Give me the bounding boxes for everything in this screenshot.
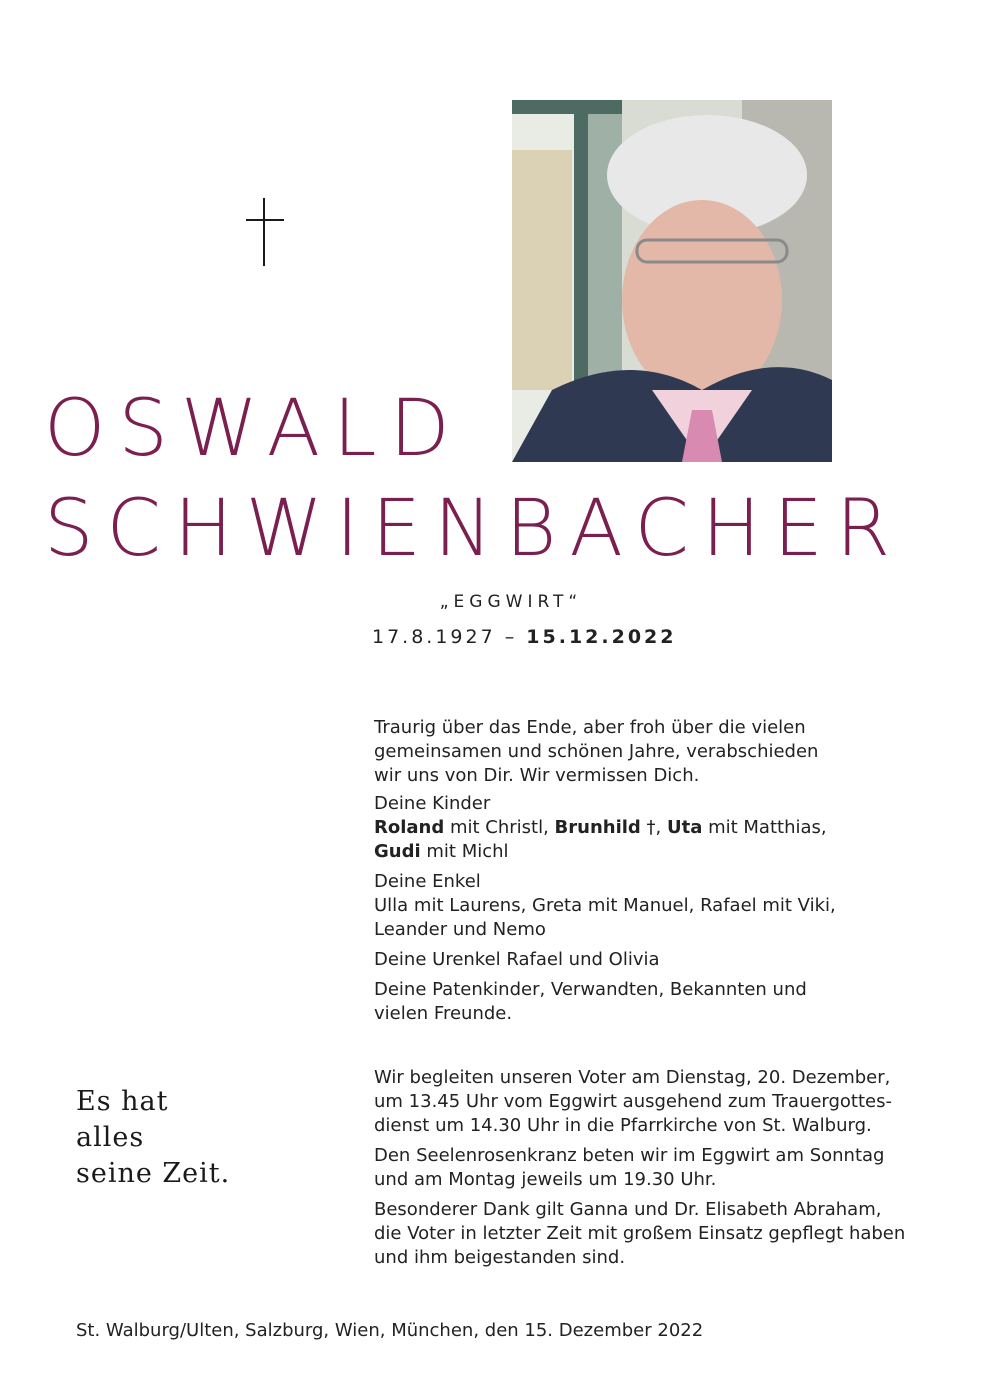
others-line: vielen Freunde. [374, 1003, 513, 1024]
children-heading: Deine Kinder [374, 793, 491, 814]
child-partner: mit Michl [420, 841, 509, 862]
great-grandchildren-line: Deine Urenkel Rafael und Olivia [374, 949, 660, 970]
first-name: OSWALD [44, 384, 463, 474]
last-name: SCHWIENBACHER [44, 484, 904, 574]
life-dates [372, 626, 677, 648]
service-line: dienst um 14.30 Uhr in die Pfarrkirche von St. Walburg. [374, 1115, 872, 1136]
intro-line: Traurig über das Ende, aber froh über die vielen [374, 717, 806, 738]
intro-line: wir uns von Dir. Wir vermissen Dich. [374, 765, 700, 786]
child-name: Gudi [374, 841, 421, 862]
grandchildren-heading: Deine Enkel [374, 871, 481, 892]
date-separator: – [504, 626, 518, 648]
rosary-info [374, 1144, 934, 1192]
cross-mark: †, [640, 817, 667, 838]
grandchildren-line: Leander und Nemo [374, 919, 546, 940]
family-list [374, 792, 894, 1026]
rosary-line: Den Seelenrosenkranz beten wir im Eggwirt am Sonntag [374, 1145, 885, 1166]
child-name: Brunhild [554, 817, 641, 838]
rosary-line: und am Montag jeweils um 19.30 Uhr. [374, 1169, 717, 1190]
thanks-note [374, 1198, 934, 1270]
child-name: Roland [374, 817, 445, 838]
motto-line: Es hat [76, 1086, 169, 1117]
motto-line: alles [76, 1122, 145, 1153]
intro-text [374, 716, 874, 788]
grandchildren-group [374, 870, 894, 942]
child-partner: mit Christl, [444, 817, 555, 838]
thanks-line: die Voter in letzter Zeit mit großem Einsatz gepflegt haben [374, 1223, 906, 1244]
service-line: um 13.45 Uhr vom Eggwirt ausgehend zum Trauergottes- [374, 1091, 892, 1112]
intro-line: gemeinsamen und schönen Jahre, verabschieden [374, 741, 819, 762]
great-grandchildren-group [374, 948, 894, 972]
others-line: Deine Patenkinder, Verwandten, Bekannten und [374, 979, 807, 1000]
children-line [374, 840, 894, 864]
death-date: 15.12.2022 [526, 626, 677, 648]
cross-icon [244, 198, 286, 266]
child-partner: mit Matthias, [702, 817, 827, 838]
birth-date: 17.8.1927 [372, 626, 496, 648]
children-group [374, 792, 894, 864]
motto-line: seine Zeit. [76, 1158, 231, 1189]
motto [76, 1084, 230, 1192]
others-group [374, 978, 894, 1026]
nickname: „EGGWIRT“ [439, 592, 583, 612]
portrait-photo [512, 100, 832, 462]
children-line [374, 816, 894, 840]
thanks-line: Besonderer Dank gilt Ganna und Dr. Elisabeth Abraham, [374, 1199, 882, 1220]
grandchildren-line: Ulla mit Laurens, Greta mit Manuel, Rafael mit Viki, [374, 895, 836, 916]
footer-place-date: St. Walburg/Ulten, Salzburg, Wien, München, den 15. Dezember 2022 [76, 1320, 704, 1341]
child-name: Uta [666, 817, 703, 838]
thanks-line: und ihm beigestanden sind. [374, 1247, 626, 1268]
service-line: Wir begleiten unseren Voter am Dienstag, 20. Dezember, [374, 1067, 891, 1088]
service-info [374, 1066, 934, 1270]
funeral-service [374, 1066, 934, 1138]
